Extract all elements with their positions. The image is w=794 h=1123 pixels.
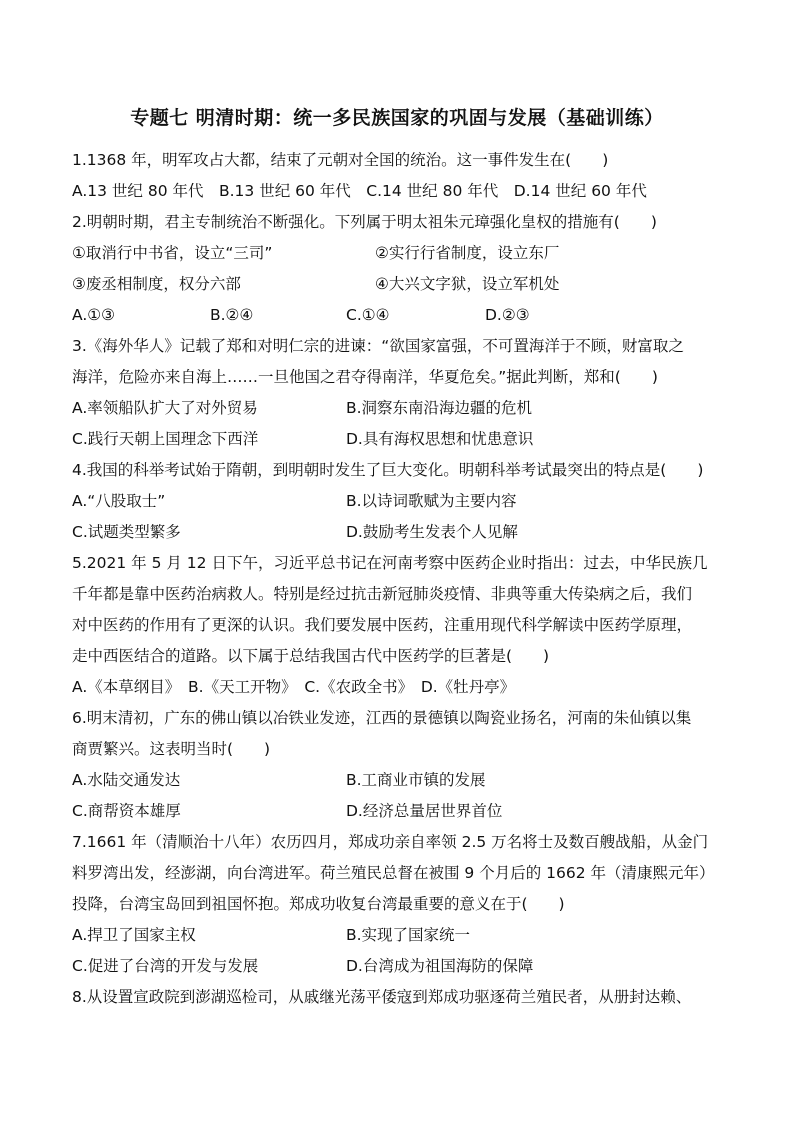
question-7-option-a: A.捍卫了国家主权 [72,926,196,944]
question-7-option-b: B.实现了国家统一 [346,926,471,944]
question-2-item-1: ①取消行中书省，设立“三司” [72,244,273,262]
question-7-text-2: 料罗湾出发，经澎湖，向台湾进军。荷兰殖民总督在被围 9 个月后的 1662 年（清康熙元年） [72,864,715,882]
question-3-text-2: 海洋，危险亦来自海上……一旦他国之君夺得南洋，华夏危矣。”据此判断，郑和( ) [72,368,658,386]
question-1-options: A.13 世纪 80 年代 B.13 世纪 60 年代 C.14 世纪 80 年代 D.14 世纪 60 年代 [72,182,647,200]
question-4-option-d: D.鼓励考生发表个人见解 [346,523,518,541]
question-2-item-2: ②实行行省制度，设立东厂 [375,244,560,262]
question-7-option-d: D.台湾成为祖国海防的保障 [346,957,534,975]
question-2-option-d: D.②③ [485,306,530,324]
question-6-option-d: D.经济总量居世界首位 [346,802,503,820]
question-2-option-a: A.①③ [72,306,116,324]
question-4-option-b: B.以诗词歌赋为主要内容 [346,492,517,510]
question-2-option-b: B.②④ [210,306,254,324]
question-4-option-c: C.试题类型繁多 [72,523,181,541]
question-6-option-b: B.工商业市镇的发展 [346,771,486,789]
question-7-text-3: 投降，台湾宝岛回到祖国怀抱。郑成功收复台湾最重要的意义在于( ) [72,895,565,913]
question-4-option-a: A.“八股取士” [72,492,166,510]
question-6-option-c: C.商帮资本雄厚 [72,802,181,820]
question-5-text-4: 走中西医结合的道路。以下属于总结我国古代中医药学的巨著是( ) [72,647,550,665]
question-5-text-1: 5.2021 年 5 月 12 日下午，习近平总书记在河南考察中医药企业时指出：过去，中华民族几 [72,554,708,572]
question-3-text-1: 3.《海外华人》记载了郑和对明仁宗的进谏：“欲国家富强，不可置海洋于不顾，财富取之 [72,337,684,355]
question-4-text: 4.我国的科举考试始于隋朝，到明朝时发生了巨大变化。明朝科举考试最突出的特点是( ) [72,461,704,479]
question-7-text-1: 7.1661 年（清顺治十八年）农历四月，郑成功亲自率领 2.5 万名将士及数百艘战船，从金门 [72,833,709,851]
question-3-option-a: A.率领船队扩大了对外贸易 [72,399,258,417]
question-2-option-c: C.①④ [346,306,390,324]
question-5-text-2: 千年都是靠中医药治病救人。特别是经过抗击新冠肺炎疫情、非典等重大传染病之后，我们 [72,585,693,603]
question-7-option-c: C.促进了台湾的开发与发展 [72,957,259,975]
question-6-text-2: 商贾繁兴。这表明当时( ) [72,740,271,758]
question-2-item-4: ④大兴文字狱，设立军机处 [375,275,560,293]
question-5-options: A.《本草纲目》 B.《天工开物》 C.《农政全书》 D.《牡丹亭》 [72,678,516,696]
question-6-text-1: 6.明末清初，广东的佛山镇以冶铁业发迹，江西的景德镇以陶瓷业扬名，河南的朱仙镇以集 [72,709,692,727]
question-3-option-d: D.具有海权思想和忧患意识 [346,430,534,448]
question-3-option-c: C.践行天朝上国理念下西洋 [72,430,259,448]
question-6-option-a: A.水陆交通发达 [72,771,181,789]
question-2-text: 2.明朝时期，君主专制统治不断强化。下列属于明太祖朱元璋强化皇权的措施有( ) [72,213,657,231]
page-title: 专题七 明清时期：统一多民族国家的巩固与发展（基础训练） [130,107,664,129]
question-8-text-1: 8.从设置宣政院到澎湖巡检司，从戚继光荡平倭寇到郑成功驱逐荷兰殖民者，从册封达赖、 [72,988,692,1006]
question-5-text-3: 对中医药的作用有了更深的认识。我们要发展中医药，注重用现代科学解读中医药学原理， [72,616,693,634]
question-2-item-3: ③废丞相制度，权分六部 [72,275,241,293]
question-1-text: 1.1368 年，明军攻占大都，结束了元朝对全国的统治。这一事件发生在( ) [72,151,609,169]
question-3-option-b: B.洞察东南沿海边疆的危机 [346,399,533,417]
